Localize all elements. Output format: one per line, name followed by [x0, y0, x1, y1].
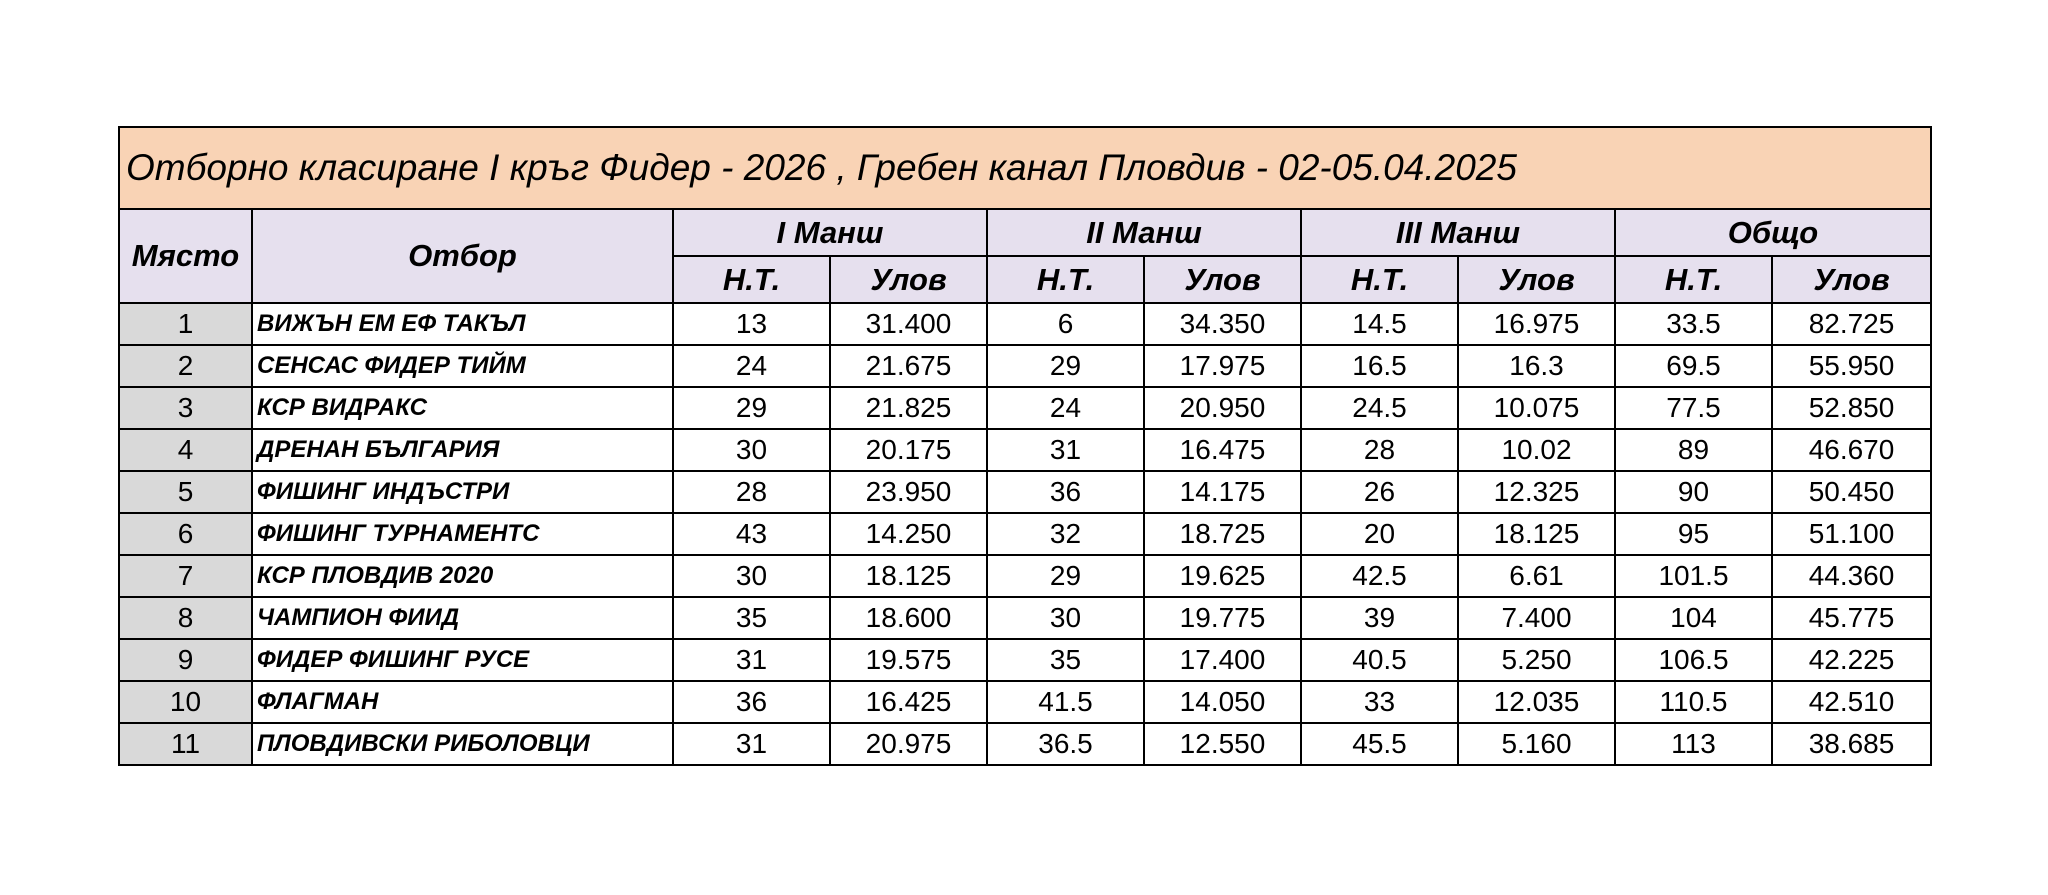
round-2-catch-cell: 17.975 [1144, 345, 1301, 387]
round-1-catch-cell: 18.125 [830, 555, 987, 597]
table-row [119, 471, 1931, 513]
team-name-cell: ПЛОВДИВСКИ РИБОЛОВЦИ [252, 723, 673, 765]
round-3-catch-cell: 5.250 [1458, 639, 1615, 681]
total-catch-cell: 82.725 [1772, 303, 1931, 345]
round-1-catch-cell: 20.175 [830, 429, 987, 471]
round-1-header: I Манш [673, 209, 987, 256]
total-nt-cell: 69.5 [1615, 345, 1772, 387]
table-row [119, 303, 1931, 345]
round-2-nt-cell: 29 [987, 555, 1144, 597]
place-cell: 7 [119, 555, 252, 597]
round-3-catch-cell: 18.125 [1458, 513, 1615, 555]
round-3-nt-cell: 26 [1301, 471, 1458, 513]
catch-subheader: Улов [1772, 256, 1931, 303]
table-row [119, 639, 1931, 681]
round-1-catch-cell: 31.400 [830, 303, 987, 345]
round-2-catch-cell: 20.950 [1144, 387, 1301, 429]
table-row [119, 345, 1931, 387]
nt-subheader: Н.Т. [1615, 256, 1772, 303]
total-nt-cell: 89 [1615, 429, 1772, 471]
round-2-catch-cell: 18.725 [1144, 513, 1301, 555]
round-1-nt-cell: 43 [673, 513, 830, 555]
place-cell: 8 [119, 597, 252, 639]
round-2-nt-cell: 24 [987, 387, 1144, 429]
round-3-nt-cell: 40.5 [1301, 639, 1458, 681]
total-catch-cell: 45.775 [1772, 597, 1931, 639]
round-2-nt-cell: 6 [987, 303, 1144, 345]
round-3-nt-cell: 24.5 [1301, 387, 1458, 429]
round-2-nt-cell: 41.5 [987, 681, 1144, 723]
round-1-nt-cell: 35 [673, 597, 830, 639]
total-nt-cell: 104 [1615, 597, 1772, 639]
place-cell: 1 [119, 303, 252, 345]
table-row [119, 555, 1931, 597]
round-1-catch-cell: 21.825 [830, 387, 987, 429]
round-2-catch-cell: 16.475 [1144, 429, 1301, 471]
round-1-nt-cell: 28 [673, 471, 830, 513]
round-1-catch-cell: 23.950 [830, 471, 987, 513]
table-row [119, 429, 1931, 471]
round-2-catch-cell: 19.625 [1144, 555, 1301, 597]
round-1-nt-cell: 24 [673, 345, 830, 387]
nt-subheader: Н.Т. [1301, 256, 1458, 303]
round-3-catch-cell: 6.61 [1458, 555, 1615, 597]
total-catch-cell: 50.450 [1772, 471, 1931, 513]
round-1-nt-cell: 31 [673, 639, 830, 681]
total-nt-cell: 90 [1615, 471, 1772, 513]
team-name-cell: ФИДЕР ФИШИНГ РУСЕ [252, 639, 673, 681]
place-cell: 6 [119, 513, 252, 555]
total-catch-cell: 38.685 [1772, 723, 1931, 765]
team-name-cell: ФИШИНГ ТУРНАМЕНТС [252, 513, 673, 555]
round-3-catch-cell: 12.325 [1458, 471, 1615, 513]
round-3-catch-cell: 7.400 [1458, 597, 1615, 639]
place-cell: 5 [119, 471, 252, 513]
round-3-nt-cell: 45.5 [1301, 723, 1458, 765]
table-body [119, 303, 1931, 765]
team-name-cell: ФИШИНГ ИНДЪСТРИ [252, 471, 673, 513]
round-3-nt-cell: 28 [1301, 429, 1458, 471]
round-2-catch-cell: 17.400 [1144, 639, 1301, 681]
catch-subheader: Улов [1144, 256, 1301, 303]
nt-subheader: Н.Т. [673, 256, 830, 303]
table-row [119, 681, 1931, 723]
total-catch-cell: 42.510 [1772, 681, 1931, 723]
total-nt-cell: 113 [1615, 723, 1772, 765]
round-2-catch-cell: 14.175 [1144, 471, 1301, 513]
round-1-nt-cell: 36 [673, 681, 830, 723]
catch-subheader: Улов [830, 256, 987, 303]
round-2-nt-cell: 36 [987, 471, 1144, 513]
round-3-nt-cell: 20 [1301, 513, 1458, 555]
nt-subheader: Н.Т. [987, 256, 1144, 303]
round-2-header: II Манш [987, 209, 1301, 256]
total-nt-cell: 106.5 [1615, 639, 1772, 681]
round-2-nt-cell: 30 [987, 597, 1144, 639]
table-title: Отборно класиране I кръг Фидер - 2026 , Гребен канал Пловдив - 02-05.04.2025 [119, 127, 1931, 209]
team-name-cell: ЧАМПИОН ФИИД [252, 597, 673, 639]
total-catch-cell: 46.670 [1772, 429, 1931, 471]
table-row [119, 597, 1931, 639]
round-3-catch-cell: 10.075 [1458, 387, 1615, 429]
team-name-cell: КСР ВИДРАКС [252, 387, 673, 429]
total-catch-cell: 44.360 [1772, 555, 1931, 597]
total-catch-cell: 55.950 [1772, 345, 1931, 387]
round-1-catch-cell: 19.575 [830, 639, 987, 681]
round-1-nt-cell: 30 [673, 429, 830, 471]
catch-subheader: Улов [1458, 256, 1615, 303]
round-3-catch-cell: 5.160 [1458, 723, 1615, 765]
round-1-catch-cell: 21.675 [830, 345, 987, 387]
round-3-catch-cell: 12.035 [1458, 681, 1615, 723]
round-2-catch-cell: 14.050 [1144, 681, 1301, 723]
total-header: Общо [1615, 209, 1931, 256]
round-3-catch-cell: 10.02 [1458, 429, 1615, 471]
round-3-nt-cell: 39 [1301, 597, 1458, 639]
round-2-nt-cell: 29 [987, 345, 1144, 387]
standings-table [118, 126, 1932, 766]
total-nt-cell: 77.5 [1615, 387, 1772, 429]
round-3-catch-cell: 16.3 [1458, 345, 1615, 387]
total-catch-cell: 42.225 [1772, 639, 1931, 681]
round-1-catch-cell: 16.425 [830, 681, 987, 723]
place-cell: 10 [119, 681, 252, 723]
team-header: Отбор [252, 209, 673, 303]
place-cell: 9 [119, 639, 252, 681]
round-3-nt-cell: 16.5 [1301, 345, 1458, 387]
round-2-catch-cell: 19.775 [1144, 597, 1301, 639]
place-cell: 11 [119, 723, 252, 765]
total-catch-cell: 52.850 [1772, 387, 1931, 429]
round-3-catch-cell: 16.975 [1458, 303, 1615, 345]
place-header: Място [119, 209, 252, 303]
total-nt-cell: 95 [1615, 513, 1772, 555]
round-3-header: III Манш [1301, 209, 1615, 256]
round-3-nt-cell: 33 [1301, 681, 1458, 723]
team-name-cell: ДРЕНАН БЪЛГАРИЯ [252, 429, 673, 471]
total-nt-cell: 101.5 [1615, 555, 1772, 597]
round-3-nt-cell: 14.5 [1301, 303, 1458, 345]
round-2-nt-cell: 36.5 [987, 723, 1144, 765]
round-2-nt-cell: 31 [987, 429, 1144, 471]
round-1-catch-cell: 14.250 [830, 513, 987, 555]
round-1-nt-cell: 30 [673, 555, 830, 597]
total-nt-cell: 33.5 [1615, 303, 1772, 345]
team-name-cell: СЕНСАС ФИДЕР ТИЙМ [252, 345, 673, 387]
total-catch-cell: 51.100 [1772, 513, 1931, 555]
round-2-nt-cell: 32 [987, 513, 1144, 555]
round-2-catch-cell: 34.350 [1144, 303, 1301, 345]
round-3-nt-cell: 42.5 [1301, 555, 1458, 597]
round-1-catch-cell: 18.600 [830, 597, 987, 639]
total-nt-cell: 110.5 [1615, 681, 1772, 723]
round-1-nt-cell: 13 [673, 303, 830, 345]
table-row [119, 387, 1931, 429]
team-name-cell: ВИЖЪН ЕМ ЕФ ТАКЪЛ [252, 303, 673, 345]
table-row [119, 723, 1931, 765]
place-cell: 3 [119, 387, 252, 429]
place-cell: 4 [119, 429, 252, 471]
round-1-nt-cell: 31 [673, 723, 830, 765]
round-2-nt-cell: 35 [987, 639, 1144, 681]
team-name-cell: ФЛАГМАН [252, 681, 673, 723]
team-name-cell: КСР ПЛОВДИВ 2020 [252, 555, 673, 597]
round-1-catch-cell: 20.975 [830, 723, 987, 765]
round-2-catch-cell: 12.550 [1144, 723, 1301, 765]
table-row [119, 513, 1931, 555]
place-cell: 2 [119, 345, 252, 387]
round-1-nt-cell: 29 [673, 387, 830, 429]
